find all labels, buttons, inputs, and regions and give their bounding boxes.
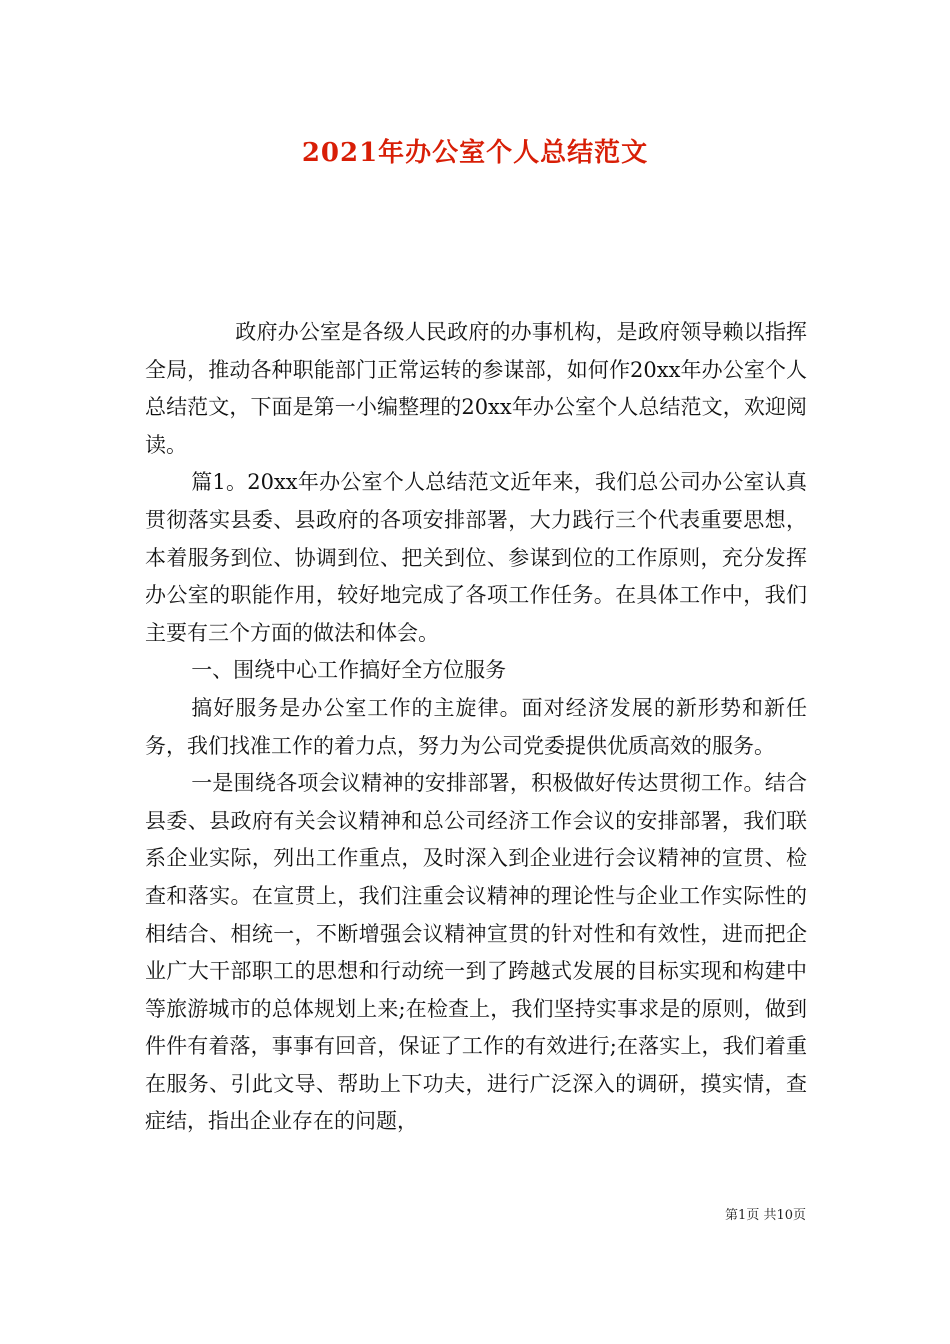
- paragraph-meetings: 一是围绕各项会议精神的安排部署，积极做好传达贯彻工作。结合县委、县政府有关会议精神和总公司经济工作会议的安排部署，我们联系企业实际，列出工作重点，及时深入到企业进行会议精神的宣贯、检查和落实。在宣贯上，我们注重会议精神的理论性与企业工作实际性的相结合、相统一，不断增强会议精神宣贯的针对性和有效性，进而把企业广大干部职工的思想和行动统一到了跨越式发展的目标实现和构建中等旅游城市的总体规划上来;在检查上，我们坚持实事求是的原则，做到件件有着落，事事有回音，保证了工作的有效进行;在落实上，我们着重在服务、引此文导、帮助上下功夫，进行广泛深入的调研，摸实情，查症结，指出企业存在的问题，: [145, 771, 807, 1134]
- document-title: 2021年办公室个人总结范文: [301, 138, 649, 168]
- document-body: [145, 314, 807, 1141]
- paragraph-part-1: 篇1。20xx年办公室个人总结范文近年来，我们总公司办公室认真贯彻落实县委、县政府的各项安排部署，大力践行三个代表重要思想，本着服务到位、协调到位、把关到位、参谋到位的工作原则，充分发挥办公室的职能作用，较好地完成了各项工作任务。在具体工作中，我们主要有三个方面的做法和体会。: [145, 470, 807, 645]
- page-number: 第1页 共10页: [725, 1208, 806, 1223]
- paragraph-service: 搞好服务是办公室工作的主旋律。面对经济发展的新形势和新任务，我们找准工作的着力点，努力为公司党委提供优质高效的服务。: [145, 695, 807, 758]
- paragraph-intro: 政府办公室是各级人民政府的办事机构，是政府领导赖以指挥全局，推动各种职能部门正常运转的参谋部，如何作20xx年办公室个人总结范文，下面是第一小编整理的20xx年办公室个人总结范文，欢迎阅读。: [145, 320, 807, 457]
- section-heading-1: 一、围绕中心工作搞好全方位服务: [191, 658, 507, 683]
